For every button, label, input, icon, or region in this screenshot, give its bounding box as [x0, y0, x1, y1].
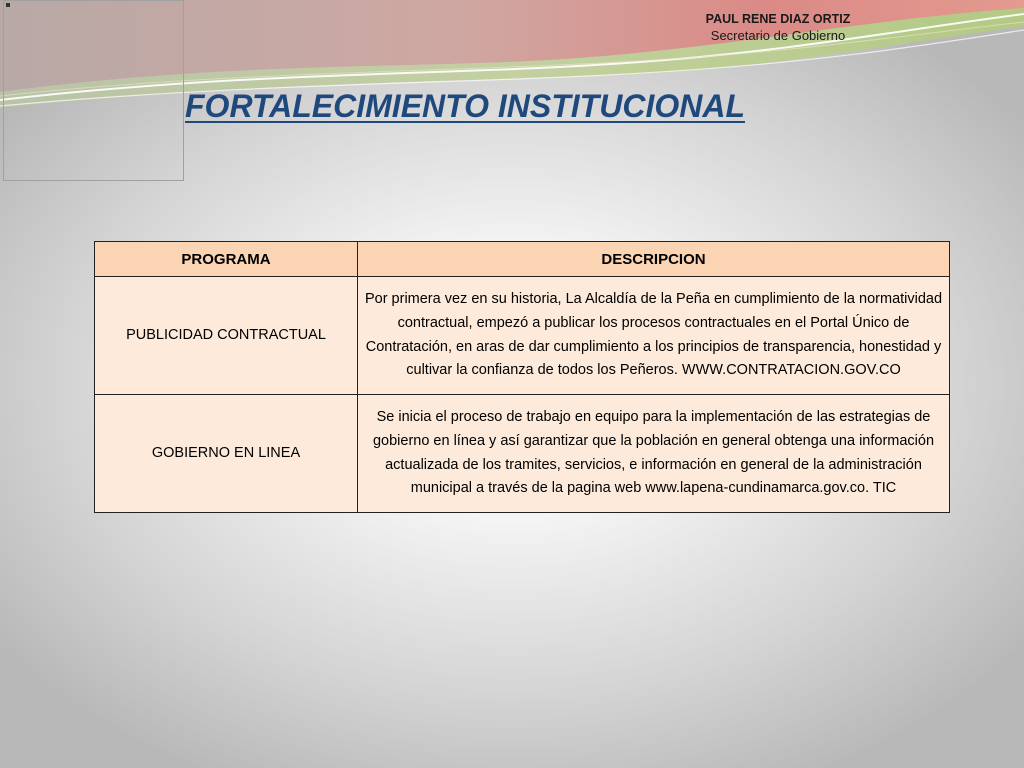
program-name-cell: GOBIERNO EN LINEA	[95, 395, 358, 513]
program-description-cell: Se inicia el proceso de trabajo en equipo para la implementación de las estrategias de gobierno en línea y así garantizar que la población en general obtenga una información actualizada de los tramites, servicios, e información en general de la administración municipal a través de la pagina web www.lapena-cundinamarca.gov.co. TIC	[358, 395, 950, 513]
thumbnail-placeholder-frame	[3, 0, 184, 181]
program-name-cell: PUBLICIDAD CONTRACTUAL	[95, 277, 358, 395]
program-description-cell: Por primera vez en su historia, La Alcaldía de la Peña en cumplimiento de la normatividad contractual, empezó a publicar los procesos contractuales en el Portal Único de Contratación, en aras de dar cumplimiento a los principios de transparencia, honestidad y cultivar la confianza de todos los Peñeros. WWW.CONTRATACION.GOV.CO	[358, 277, 950, 395]
programs-table	[94, 241, 950, 513]
column-header-programa: PROGRAMA	[95, 242, 358, 277]
author-block	[560, 12, 996, 43]
table-header-row	[95, 242, 950, 277]
author-name: PAUL RENE DIAZ ORTIZ	[705, 12, 851, 26]
table-row	[95, 277, 950, 395]
table-row	[95, 395, 950, 513]
column-header-descripcion: DESCRIPCION	[358, 242, 950, 277]
author-role: Secretario de Gobierno	[710, 28, 846, 43]
thumbnail-marker	[6, 3, 10, 7]
slide-title: FORTALECIMIENTO INSTITUCIONAL	[185, 88, 745, 124]
